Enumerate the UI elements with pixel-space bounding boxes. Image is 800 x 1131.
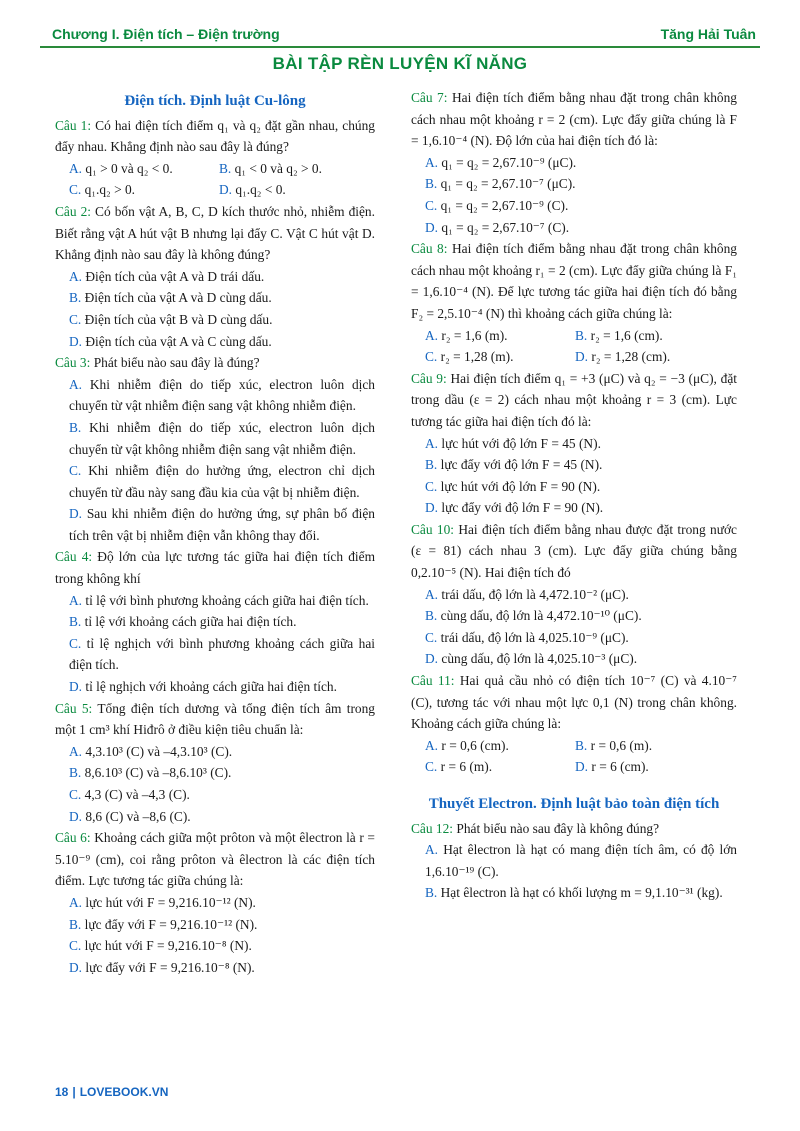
option-b: B. r = 0,6 (m). xyxy=(575,737,653,753)
option-a: A. Hạt êlectron là hạt có mang điện tích âm, có độ lớn 1,6.10⁻¹⁹ (C). xyxy=(425,842,737,879)
option-c: C. Khi nhiễm điện do hưởng ứng, electron chỉ dịch chuyển từ đầu này sang đầu kia của vật bị nhiễm điện. xyxy=(69,463,375,500)
page-header xyxy=(40,22,760,48)
options-row xyxy=(411,756,737,778)
option-d: D. cùng dấu, độ lớn là 4,025.10⁻³ (μC). xyxy=(425,651,638,667)
option-c: C. trái dấu, độ lớn là 4,025.10⁻⁹ (μC). xyxy=(425,629,629,645)
options-row xyxy=(411,325,737,347)
option-a: A. tỉ lệ với bình phương khoảng cách giữa hai điện tích. xyxy=(69,592,369,608)
option-c: C. 4,3 (C) và –4,3 (C). xyxy=(69,787,190,802)
option-c: C. lực hút với độ lớn F = 90 (N). xyxy=(425,478,601,494)
option-c: C. lực hút với F = 9,216.10⁻⁸ (N). xyxy=(69,938,252,954)
option-a: A. Khi nhiễm điện do tiếp xúc, electron luôn dịch chuyển từ vật nhiễm điện sang vật không nhiễm điện. xyxy=(69,376,375,414)
option-c: C. r = 6 (m). xyxy=(425,759,493,775)
option-a: A. lực hút với F = 9,216.10⁻¹² (N). xyxy=(69,894,256,910)
option-d: D. Điện tích của vật A và C cùng dấu. xyxy=(69,333,272,349)
question-5: Câu 5: Tổng điện tích dương và tổng điện tích âm trong một 1 cm³ khí Hiđrô ở điều kiện tiêu chuẩn là: xyxy=(55,700,376,738)
options-row xyxy=(55,158,375,180)
option-a: A. q₁ > 0 và q₂ < 0. xyxy=(69,160,173,176)
question-text: Có hai điện tích điểm q₁ và q₂ đặt gần nhau, chúng đẩy nhau. Khẳng định nào sau đây là đúng? xyxy=(55,117,375,155)
question-8: Câu 8: Hai điện tích điểm bằng nhau đặt trong chân không cách nhau một khoảng r₁ = 2 (cm). Lực đẩy giữa chúng là F₁ = 1,6.10⁻⁴ (N). Để lực tương tác giữa hai điện tích đó bằng F₂ = 2,5.10⁻⁴ (N) thì khoảng cách giữa chúng là: xyxy=(411,241,737,321)
option-b: B. lực đẩy với độ lớn F = 45 (N). xyxy=(425,457,603,473)
option-b: B. lực đẩy với F = 9,216.10⁻¹² (N). xyxy=(69,916,258,932)
option-d: D. lực đẩy với F = 9,216.10⁻⁸ (N). xyxy=(69,959,255,975)
question-10: Câu 10: Hai điện tích điểm bằng nhau được đặt trong nước (ε = 81) cách nhau 3 (cm). Lực đẩy giữa chúng bằng 0,2.10⁻⁵ (N). Hai điện tích đó xyxy=(411,521,737,581)
question-12: Câu 12: Phát biểu nào sau đây là không đúng? xyxy=(411,820,660,836)
option-b: B. q₁ = q₂ = 2,67.10⁻⁷ (μC). xyxy=(425,176,576,192)
right-column xyxy=(411,87,737,904)
option-d: D. r₂ = 1,28 (cm). xyxy=(575,349,671,365)
question-3: Câu 3: Phát biểu nào sau đây là đúng? xyxy=(55,355,260,371)
page-title: BÀI TẬP RÈN LUYỆN KĨ NĂNG xyxy=(272,54,528,73)
options-row xyxy=(411,346,737,368)
option-b: B. Hạt êlectron là hạt có khối lượng m = 9,1.10⁻³¹ (kg). xyxy=(425,885,723,901)
option-b: B. cùng dấu, độ lớn là 4,472.10⁻¹⁰ (μC). xyxy=(425,608,642,624)
options-row xyxy=(55,179,375,201)
option-a: A. lực hút với độ lớn F = 45 (N). xyxy=(425,435,601,451)
question-2: Câu 2: Có bốn vật A, B, C, D kích thước nhỏ, nhiễm điện. Biết rằng vật A hút vật B nhưng lại đẩy C. Vật C hút vật D. Khẳng định nào sau đây là không đúng? xyxy=(55,203,375,263)
option-a: A. r = 0,6 (cm). xyxy=(425,737,509,753)
option-b: B. r₂ = 1,6 (cm). xyxy=(575,327,663,343)
question-9: Câu 9: Hai điện tích điểm q₁ = +3 (μC) và q₂ = −3 (μC), đặt trong dầu (ε = 2) cách nhau một khoảng r = 3 (cm). Lực tương tác giữa hai điện tích đó là: xyxy=(411,370,737,429)
question-7: Câu 7: Hai điện tích điểm bằng nhau đặt trong chân không cách nhau một khoảng r = 2 (cm). Lực đẩy giữa chúng là F = 1,6.10⁻⁴ (N). Độ lớn của hai điện tích đó là: xyxy=(411,90,737,149)
option-b: B. Khi nhiễm điện do tiếp xúc, electron luôn dịch chuyển từ vật không nhiễm điện sang vật nhiễm điện. xyxy=(69,419,375,457)
option-a: A. Điện tích của vật A và D trái dấu. xyxy=(69,268,265,284)
option-b: B. tỉ lệ với khoảng cách giữa hai điện tích. xyxy=(69,614,297,630)
option-c: C. r₂ = 1,28 (m). xyxy=(425,349,514,365)
option-c: C. Điện tích của vật B và D cùng dấu. xyxy=(69,311,273,327)
chapter-title: Chương I. Điện tích – Điện trường xyxy=(52,26,280,42)
section-heading: Điện tích. Định luật Cu-lông xyxy=(124,93,306,109)
option-a: A. 4,3.10³ (C) và –4,3.10³ (C). xyxy=(69,743,233,759)
question-4: Câu 4: Độ lớn của lực tương tác giữa hai điện tích điểm trong không khí xyxy=(55,549,375,587)
option-b: B. 8,6.10³ (C) và –8,6.10³ (C). xyxy=(69,765,232,781)
option-d: D. q₁.q₂ < 0. xyxy=(219,182,286,198)
option-a: A. r₂ = 1,6 (m). xyxy=(425,327,508,343)
option-d: D. q₁ = q₂ = 2,67.10⁻⁷ (C). xyxy=(425,219,570,235)
option-d: D. lực đẩy với độ lớn F = 90 (N). xyxy=(425,500,604,516)
option-b: B. Điện tích của vật A và D cùng dấu. xyxy=(69,290,272,306)
option-c: C. tỉ lệ nghịch với bình phương khoảng cách giữa hai điện tích. xyxy=(69,635,375,673)
section-heading: Thuyết Electron. Định luật bảo toàn điện tích xyxy=(428,796,720,812)
option-d: D. 8,6 (C) và –8,6 (C). xyxy=(69,808,191,824)
footer-divider: | xyxy=(72,1085,76,1099)
question-11: Câu 11: Hai quả cầu nhỏ có điện tích 10⁻⁷ (C) và 4.10⁻⁷ (C), tương tác với nhau một lực 0,1 (N) trong chân không. Khoảng cách giữa chúng là: xyxy=(411,673,737,732)
question-1 xyxy=(55,115,375,158)
option-c: C. q₁.q₂ > 0. xyxy=(69,182,136,198)
option-c: C. q₁ = q₂ = 2,67.10⁻⁹ (C). xyxy=(425,197,569,213)
option-a: A. trái dấu, độ lớn là 4,472.10⁻² (μC). xyxy=(425,586,629,602)
site-name: LOVEBOOK.VN xyxy=(79,1085,169,1099)
question-number: Câu 1: xyxy=(55,117,92,133)
option-d: D. Sau khi nhiễm điện do hưởng ứng, sự phân bố điện tích trên vật bị nhiễm điện vẫn không thay đổi. xyxy=(69,506,375,543)
left-column xyxy=(55,91,375,978)
question-6: Câu 6: Khoảng cách giữa một prôton và một êlectron là r = 5.10⁻⁹ (cm), coi rằng prôton và êlectron là các điện tích điểm. Lực tương tác giữa chúng là: xyxy=(55,830,375,889)
header-rule xyxy=(40,46,760,48)
option-b: B. q₁ < 0 và q₂ > 0. xyxy=(219,160,322,176)
option-a: A. q₁ = q₂ = 2,67.10⁻⁹ (μC). xyxy=(425,154,577,170)
options-row xyxy=(411,735,737,757)
page-footer xyxy=(55,1085,168,1099)
page-number: 18 xyxy=(55,1085,69,1099)
option-d: D. r = 6 (cm). xyxy=(575,759,649,775)
option-d: D. tỉ lệ nghịch với khoảng cách giữa hai điện tích. xyxy=(69,679,337,695)
author-name: Tăng Hải Tuân xyxy=(660,26,756,42)
